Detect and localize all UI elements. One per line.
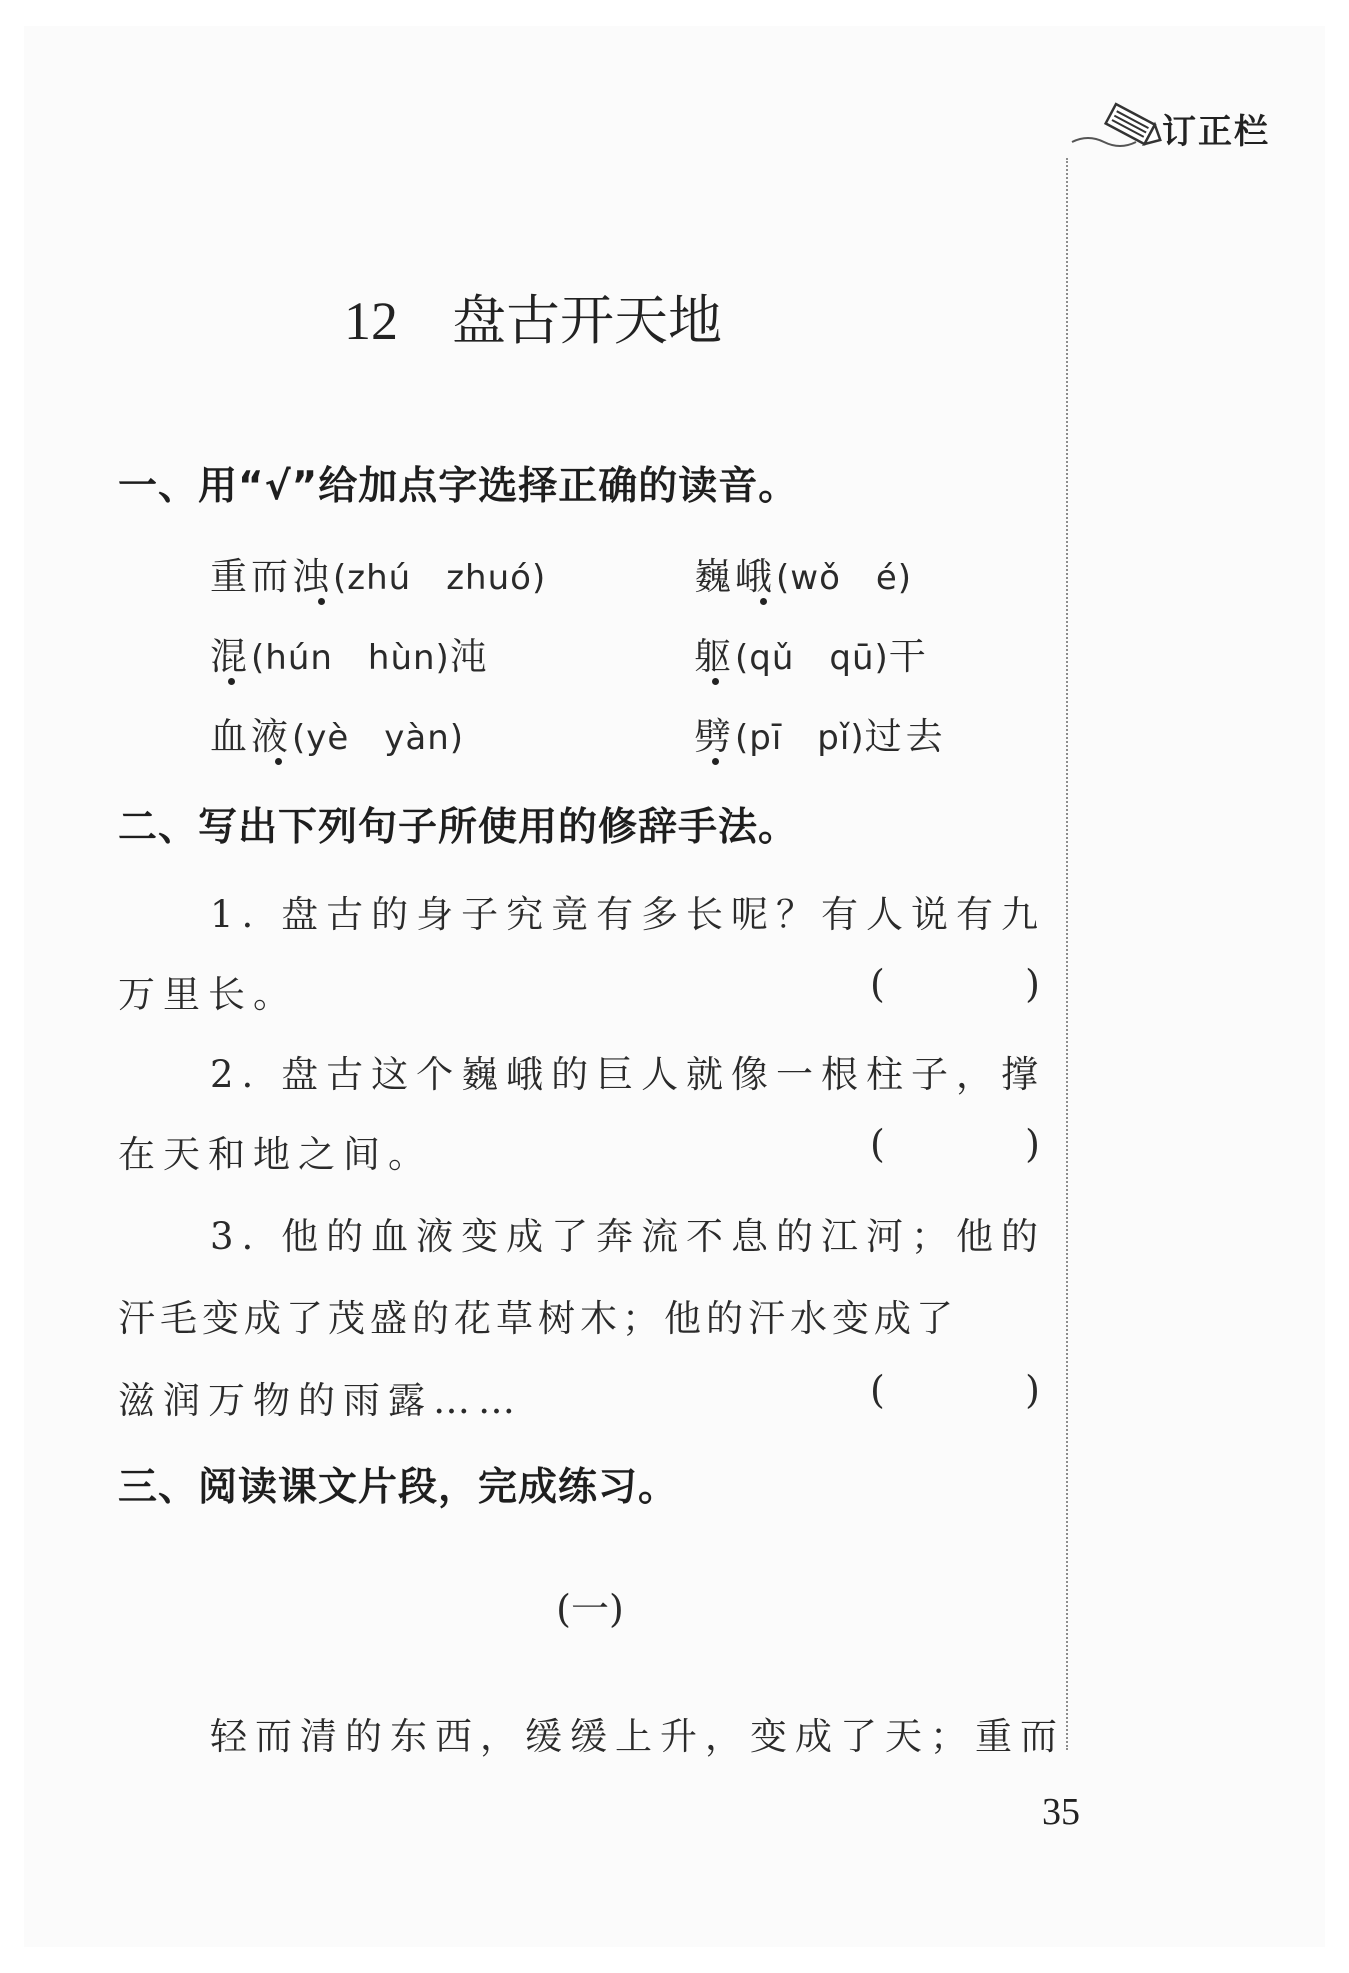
question-3-line-1: 3. 他的血液变成了奔流不息的江河；他的 — [210, 1215, 1047, 1258]
question-3-line-2: 汗毛变成了茂盛的花草树木；他的汗水变成了 — [118, 1297, 958, 1340]
passage-line-1: 轻而清的东西，缓缓上升，变成了天；重而 — [210, 1715, 1065, 1758]
lesson-name: 盘古开天地 — [452, 289, 722, 352]
pencil-icon — [1070, 98, 1170, 154]
emphasis-dot — [318, 598, 325, 605]
correction-column-header — [1070, 98, 1310, 154]
question-1-line-1: 1. 盘古的身子究竟有多长呢？有人说有九 — [210, 893, 1047, 936]
pinyin-options[interactable]: (qǔ qū) — [735, 638, 889, 678]
correction-margin-divider — [1066, 158, 1068, 1750]
pinyin-item: 混(hún hùn)沌 — [210, 635, 491, 678]
pinyin-item: 巍峨(wǒ é) — [694, 555, 913, 598]
emphasis-dot — [712, 758, 719, 765]
lesson-title — [0, 278, 1066, 355]
emphasis-dot — [712, 678, 719, 685]
question-2-line-1: 2. 盘古这个巍峨的巨人就像一根柱子，撑 — [210, 1053, 1047, 1096]
pinyin-options[interactable]: (zhú zhuó) — [333, 558, 547, 598]
passage-subheading: (一) — [556, 1587, 624, 1631]
pinyin-options[interactable]: (wǒ é) — [776, 558, 913, 598]
pinyin-options[interactable]: (yè yàn) — [292, 718, 465, 758]
pinyin-item: 劈(pī pǐ)过去 — [694, 715, 947, 758]
emphasis-dot — [760, 598, 767, 605]
pinyin-item: 躯(qǔ qū)干 — [694, 635, 930, 678]
section-2-heading: 二、写出下列句子所使用的修辞手法。 — [118, 805, 799, 850]
pinyin-options[interactable]: (pī pǐ) — [735, 718, 865, 758]
pinyin-item: 重而浊(zhú zhuó) — [210, 555, 547, 598]
pinyin-item: 血液(yè yàn) — [210, 715, 465, 758]
emphasis-dot — [275, 758, 282, 765]
page-number: 35 — [1042, 1791, 1080, 1833]
section-1-heading: 一、用“√”给加点字选择正确的读音。 — [118, 464, 799, 509]
lesson-number: 12 — [344, 291, 398, 351]
emphasis-dot — [228, 678, 235, 685]
correction-column-label: 订正栏 — [1162, 112, 1270, 152]
section-3-heading: 三、阅读课文片段，完成练习。 — [118, 1465, 679, 1510]
pinyin-options[interactable]: (hún hùn) — [251, 638, 450, 678]
question-3-line-3: 滋润万物的雨露…… — [118, 1379, 523, 1422]
question-1-line-2: 万里长。 — [118, 973, 298, 1016]
question-2-line-2: 在天和地之间。 — [118, 1133, 433, 1176]
